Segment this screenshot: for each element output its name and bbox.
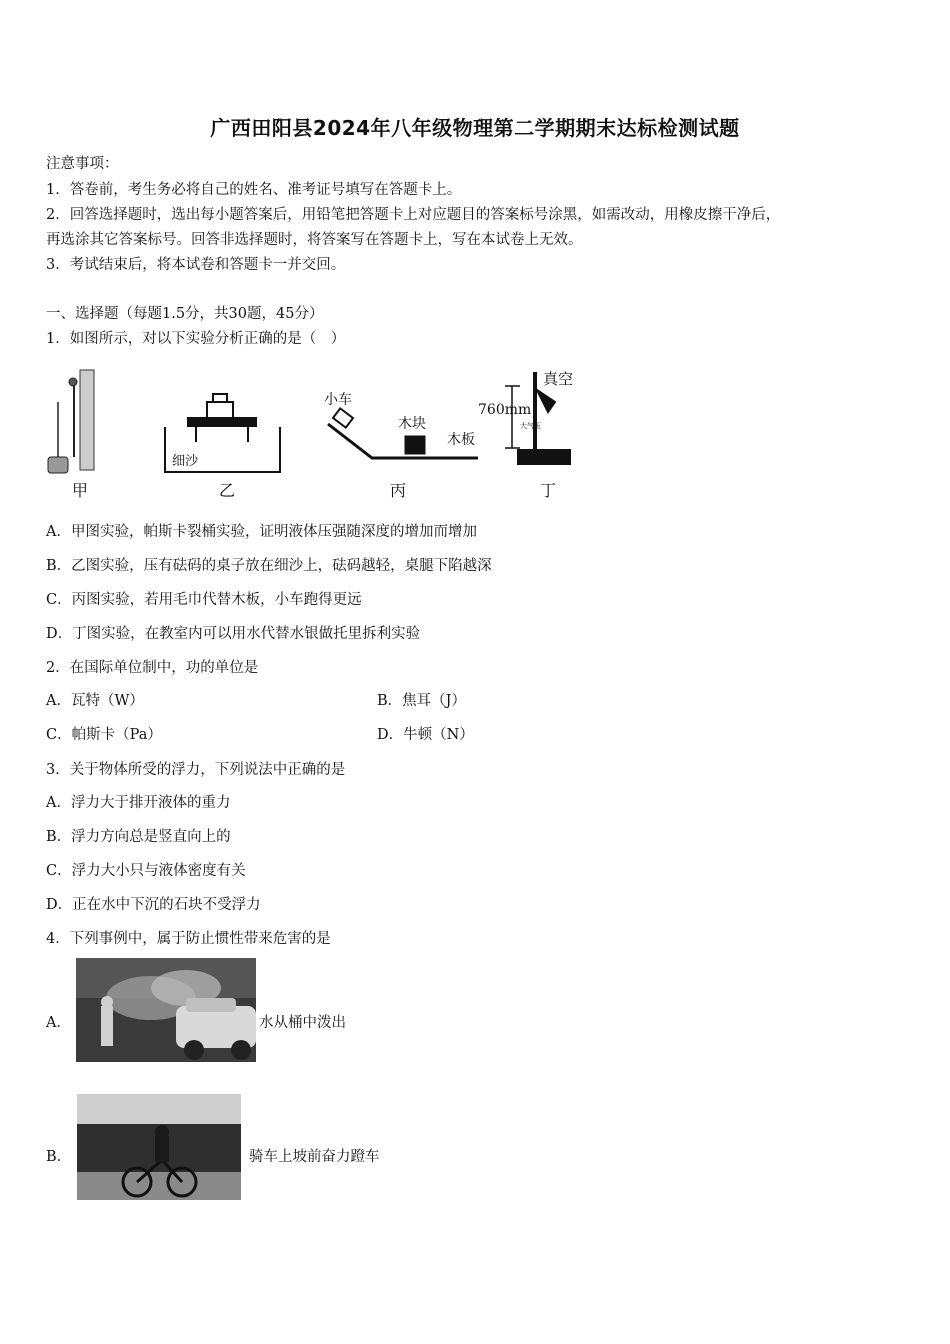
vacuum-label: 真空 [543,370,574,388]
question-4-option-a-letter: A． [46,1015,71,1031]
question-1-option-b: B．乙图实验，压有砝码的桌子放在细沙上，砝码越轻，桌腿下陷越深 [46,558,492,574]
figure-label-bing: 丙 [390,481,407,500]
question-2-option-b: B．焦耳（J） [377,693,466,709]
question-3-stem: 3．关于物体所受的浮力，下列说法中正确的是 [46,762,346,778]
figure-label-jia: 甲 [72,481,89,500]
pascal-barrel-diagram [48,370,94,473]
notice-item-2a: 2．回答选择题时，选出每小题答案后，用铅笔把答题卡上对应题目的答案标号涂黑，如需改动，用橡皮擦干净后， [46,207,781,223]
question-3-option-d: D．正在水中下沉的石块不受浮力 [46,897,261,913]
atm-label: 大气压 [520,422,541,430]
question-4-option-a-text: 水从桶中泼出 [259,1015,346,1031]
question-1-option-a: A．甲图实验，帕斯卡裂桶实验，证明液体压强随深度的增加而增加 [46,524,477,540]
question-1-option-c: C．丙图实验，若用毛巾代替木板，小车跑得更远 [46,592,362,608]
question-4-option-b-text: 骑车上坡前奋力蹬车 [249,1149,380,1165]
page-title: 广西田阳县2024年八年级物理第二学期期末达标检测试题 [210,116,740,140]
photo-cyclist [77,1094,241,1200]
section-heading: 一、选择题（每题1.5分，共30题，45分） [46,306,324,322]
question-1-option-d: D．丁图实验，在教室内可以用水代替水银做托里拆利实验 [46,626,421,642]
notice-heading: 注意事项： [46,156,119,172]
notice-item-1: 1．答卷前，考生务必将自己的姓名、准考证号填写在答题卡上。 [46,182,462,198]
question-4-option-b-letter: B． [46,1149,72,1165]
question-2-option-a: A．瓦特（W） [46,693,144,709]
board-label: 木板 [447,432,475,448]
question-3-option-a: A．浮力大于排开液体的重力 [46,795,231,811]
question-2-stem: 2．在国际单位制中，功的单位是 [46,660,259,676]
question-1-figure [0,362,950,512]
sand-label: 细沙 [172,454,199,469]
notice-item-2b: 再选涂其它答案标号。回答非选择题时，将答案写在答题卡上，写在本试卷上无效。 [46,232,583,248]
figure-label-ding: 丁 [540,481,557,500]
question-3-option-b: B．浮力方向总是竖直向上的 [46,829,231,845]
question-2-option-c: C．帕斯卡（Pa） [46,727,162,743]
question-1-stem: 1．如图所示，对以下实验分析正确的是（ ） [46,331,346,347]
block-label: 木块 [398,416,426,432]
photo-water-splash [76,958,256,1062]
height-label: 760mm [478,402,532,418]
question-4-stem: 4．下列事例中，属于防止惯性带来危害的是 [46,931,331,947]
question-2-option-d: D．牛顿（N） [377,727,474,743]
notice-item-3: 3．考试结束后，将本试卷和答题卡一并交回。 [46,257,346,273]
figure-label-yi: 乙 [219,481,236,500]
cart-label: 小车 [324,392,352,408]
question-3-option-c: C．浮力大小只与液体密度有关 [46,863,246,879]
